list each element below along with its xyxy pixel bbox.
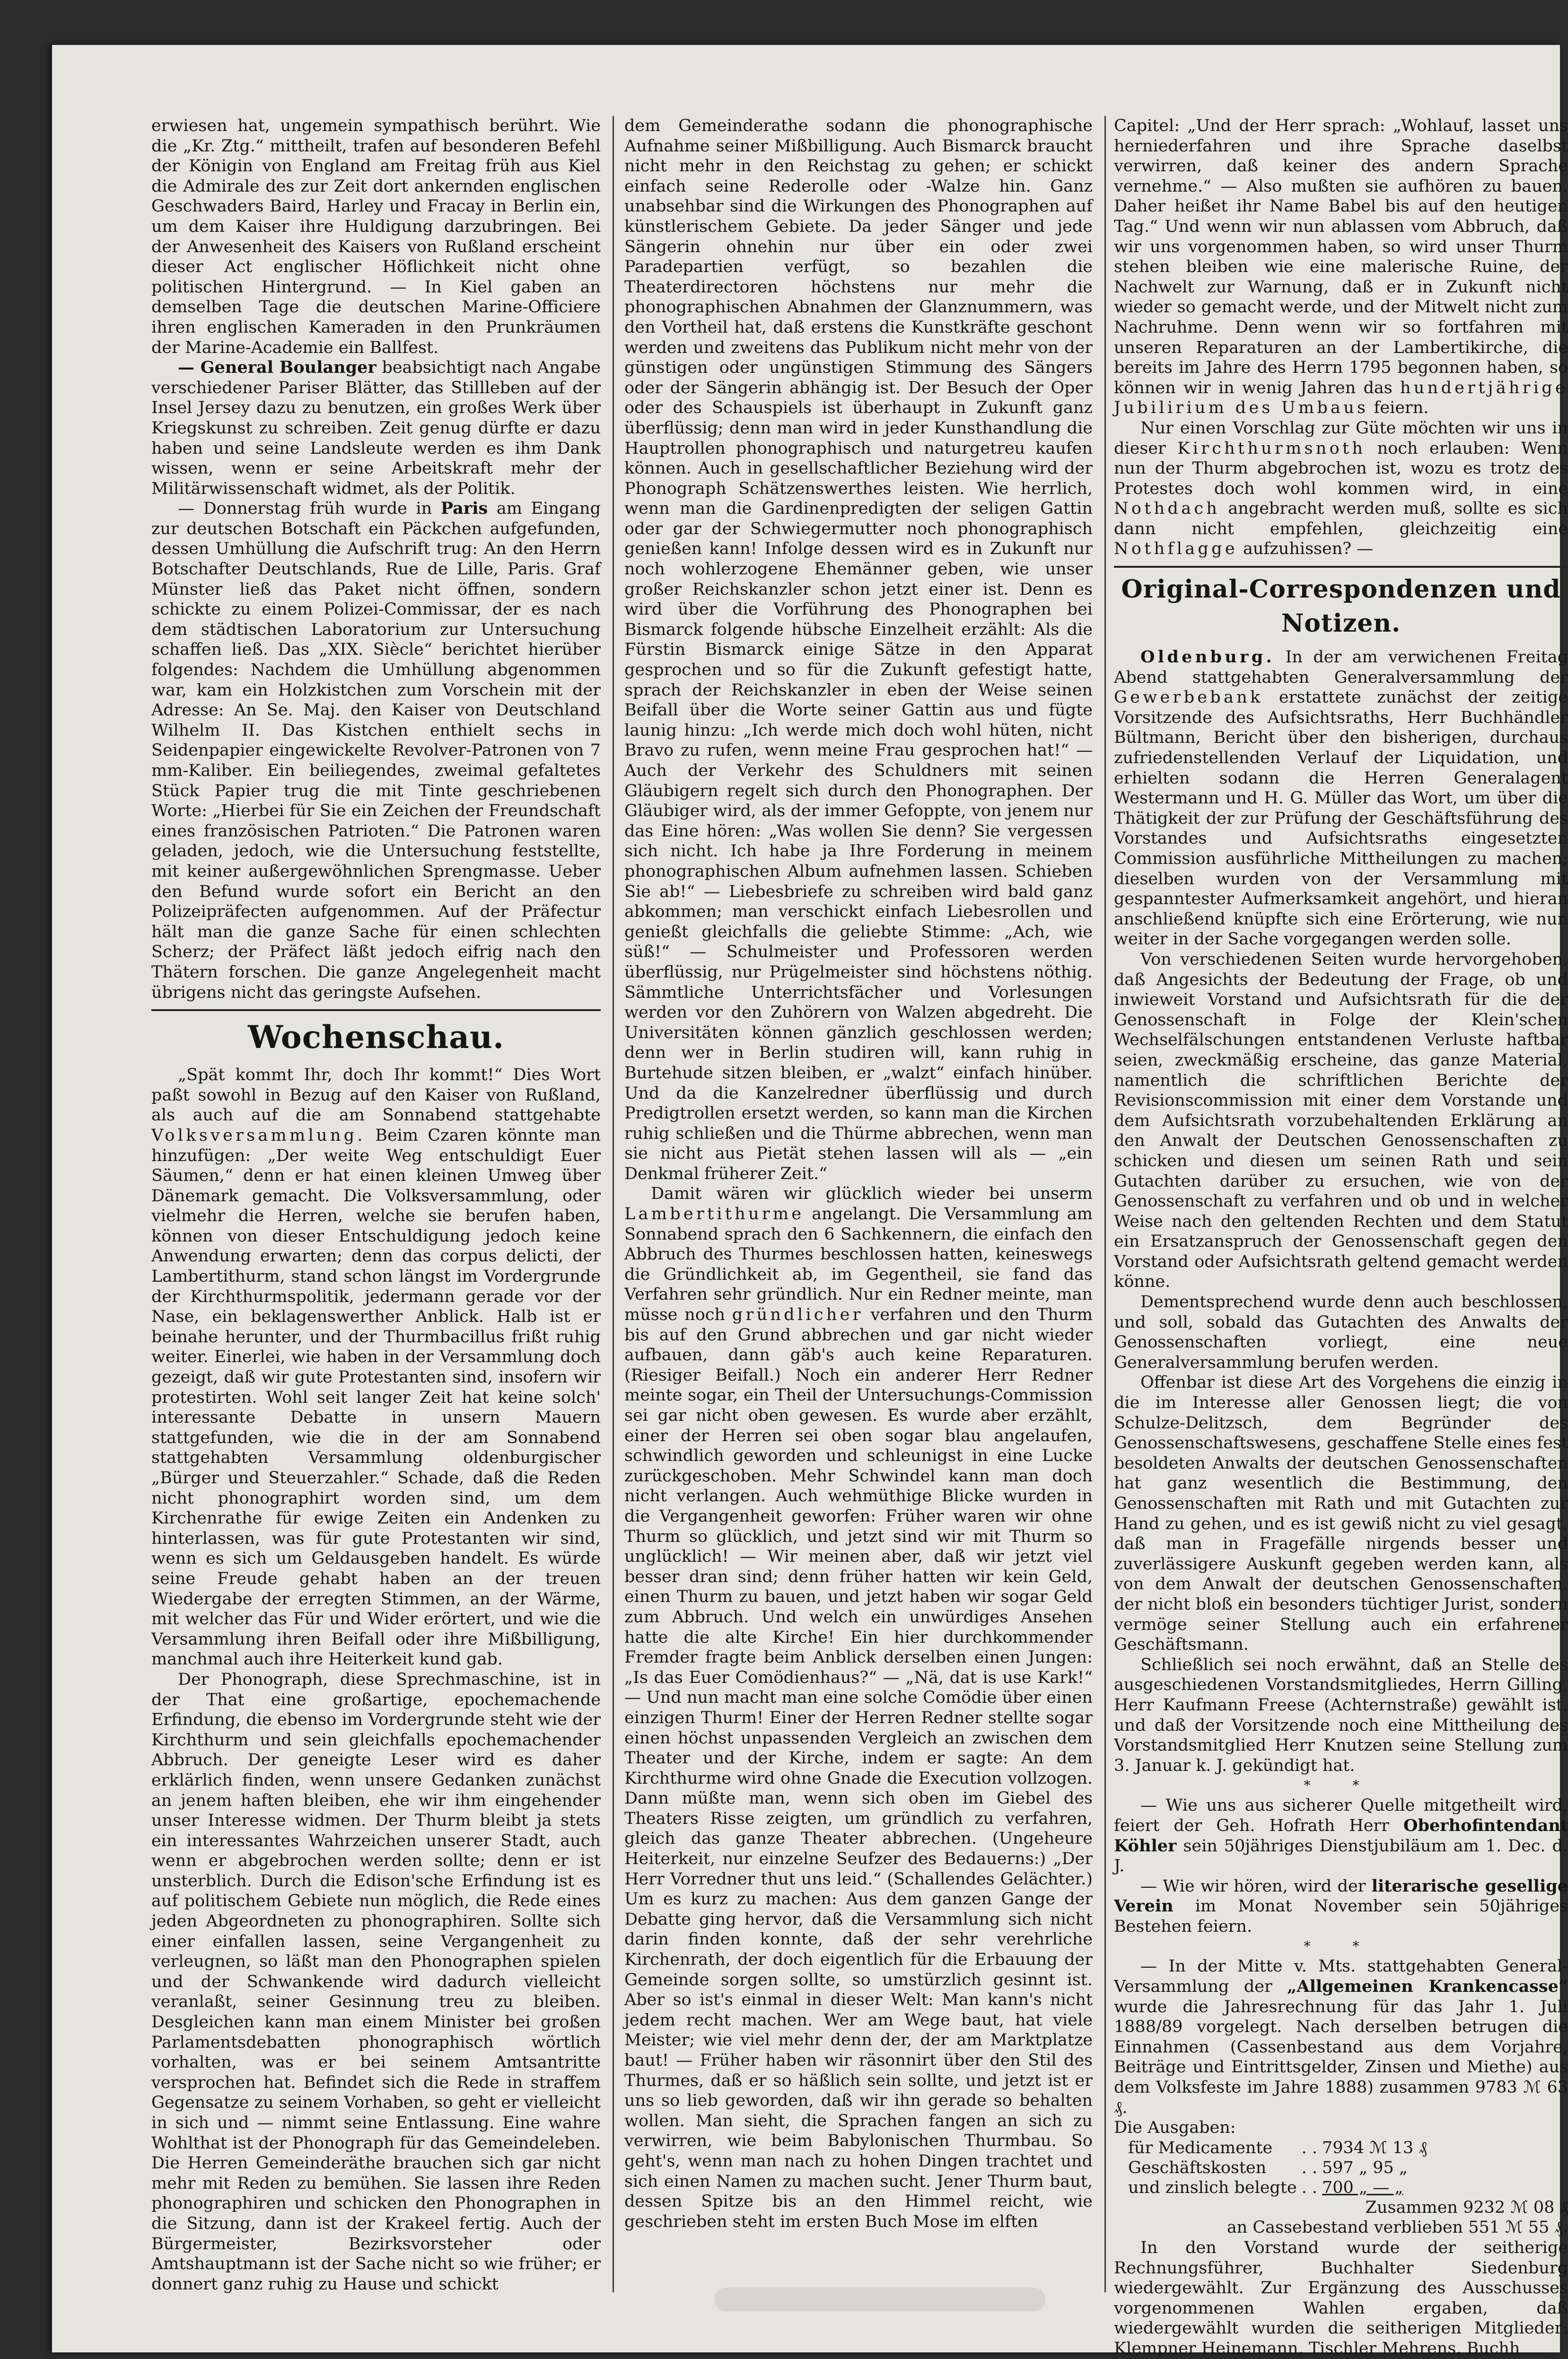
- paragraph-text: im Monat November sein 50jähriges Bestehen feiern.: [1114, 1897, 1568, 1936]
- table-cell: Geschäftskosten: [1128, 2158, 1267, 2177]
- paragraph: [1114, 418, 1568, 559]
- paragraph-text: Beim Czaren könnte man hinzufügen: „Der weite Weg entschuldigt Euer Säumen,“ denn er hat einen kleinen Umweg über Dänemark gemacht. Die Volksversammlung, oder vielmehr die Herren, welche sie berufen haben, können von dieser Entschuldigung jedoch keine Anwendung erwarten; denn das corpus delicti, der Lambertithurm, stand schon längst im Vordergrunde der Kirchthurmspolitik, jedermann gerade vor der Nase, ein beklagenswerther Anblick. Halb ist er beinahe herunter, und der Thurmbacillus frißt ruhig weiter. Einerlei, wie haben in der Versammlung doch gezeigt, daß wir gute Protestanten sind, insofern wir protestirten. Wohl seit langer Zeit hat keine solch' interessante Debatte in unsern Mauern stattgefunden, wie die in der am Sonnabend stattgehabten Versammlung oldenburgischer „Bürger und Steuerzahler.“ Schade, daß die Reden nicht phonographirt worden sind, um dem Kirchenrathe für ewige Zeiten ein Andenken zu hinterlassen, was für gute Protestanten wir sind, wenn es sich um Geldausgeben handelt. Es würde seine Freude gehabt haben an der treuen Wiedergabe der erregten Stimmen, an der Wärme, mit welcher das Für und Wider erörtert, und wie die Versammlung ihren Beifall oder ihre Mißbilligung, manchmal auch ihre Heiterkeit kund gab.: [151, 1126, 601, 1669]
- section-title: Original-Correspondenzen und Notizen.: [1121, 575, 1561, 638]
- paragraph-text: erstattete zunächst der zeitige Vorsitzende des Aufsichtsraths, Herr Buchhändler Bültmann, Bericht über den bisherigen, durchaus zufriedenstellenden Verlauf der Liquidation, und erhielten sodann die Herren Generalagent Westermann und H. G. Müller das Wort, um über die Thätigkeit der zur Prüfung der Geschäftsführung des Vorstandes und Aufsichtsraths eingesetzten Commission ausführliche Mittheilungen zu machen; dieselben wurden von der Versammlung mit gespanntester Aufmerksamkeit angehört, und hieran anschließend knüpfte sich eine Erörterung, wie nun weiter in der Sache vorgegangen werden solle.: [1114, 688, 1568, 949]
- emphasis: Nothdach: [1114, 499, 1220, 519]
- separator-stars: * *: [1304, 1938, 1378, 1954]
- paragraph-text: „Spät kommt Ihr, doch Ihr kommt!“ Dies Wort paßt sowohl in Bezug auf den Kaiser von Rußland, als auch auf die am Sonnabend stattgehabte: [151, 1065, 601, 1125]
- paragraph: Schließlich sei noch erwähnt, daß an Stelle des ausgeschiedenen Vorstandsmitgliedes, Herrn Gilling, Herr Kaufmann Freese (Achternstraße) gewählt ist, und daß der Vorsitzende noch eine Mittheilung des Vorstandsmitglied Herr Knutzen seine Stellung zum 3. Januar k. J. gekündigt hat.: [1114, 1655, 1568, 1775]
- total-line: Zusammen 9232 ℳ 08 ₰: [1365, 2198, 1568, 2217]
- table-cell: und zinslich belegte: [1128, 2178, 1297, 2197]
- table-cell: . .: [1301, 2138, 1318, 2157]
- paragraph: [151, 1065, 601, 1670]
- paragraph-text: Nur einen Vorschlag zur Güte möchten wir uns in dieser: [1114, 418, 1568, 458]
- table-cell: für Medicamente: [1128, 2138, 1273, 2157]
- table-cell: 597 „ 95 „: [1322, 2158, 1408, 2177]
- table-cell: 7934 ℳ 13 ₰: [1322, 2138, 1427, 2157]
- paragraph: Offenbar ist diese Art des Vorgehens die einzig in die im Interesse aller Genossen liegt; die von Schulze-Delitzsch, dem Begründer des Genossenschaftswesens, geschaffene Stelle eines fest besoldeten Anwalts der deutschen Genossenschaften hat ganz wesentlich die Bestimmung, den Genossenschaften mit Rath und mit Gutachten zur Hand zu gehen, und es ist gewiß nicht zu viel gesagt, daß man in Fragefälle nirgends besser und zuverlässigere Auskunft gegeben werden kann, als von dem Anwalt der deutschen Genossenschaften, der nicht bloß ein besonders tüchtiger Jurist, sondern vermöge seiner Stellung auch ein erfahrener Geschäftsmann.: [1114, 1373, 1568, 1655]
- emphasis: Kirchthurmsnoth: [1177, 439, 1366, 458]
- paragraph-text: angebracht werden muß, sollte es sich dann nicht empfehlen, gleichzeitig eine: [1114, 499, 1568, 538]
- section-title: Wochenschau.: [248, 1019, 504, 1056]
- paragraph: dem Gemeinderathe sodann die phonographische Aufnahme seiner Mißbilligung. Auch Bismarck braucht nicht mehr in den Reichstag zu gehen; er schickt einfach seine Rederolle oder -Walze hin. Ganz unabsehbar sind die Wirkungen des Phonographen auf künstlerischem Gebiete. Da jeder Sänger und jede Sängerin ohnehin nur über ein oder zwei Paradepartien verfügt, so bezahlen die Theaterdirectoren höchstens nur mehr die phonographischen Abnahmen der Glanznummern, was den Vortheil hat, daß erstens die Kunstkräfte geschont werden und zweitens das Publikum nicht mehr von der günstigen oder ungünstigen Stimmung des Sängers oder der Sängerin abhängig ist. Der Besuch der Oper oder des Schauspiels ist überhaupt in Zukunft ganz überflüssig; denn man wird in jeder Kunsthandlung die Hauptrollen phonographisch und naturgetreu kaufen können. Auch in gesellschaftlicher Beziehung wird der Phonograph Schätzenswerthes leisten. Wie herrlich, wenn man die Gardinenpredigten der seligen Gattin oder gar der Schwiegermutter noch phonographisch genießen kann! Infolge dessen wird es in Zukunft nur noch wohlerzogene Ehemänner geben, wie unser großer Reichskanzler schon jetzt einer ist. Denn es wird über die Vorführung des Phonographen bei Bismarck folgende hübsche Einzelheit erzählt: Als die Fürstin Bismarck einige Sätze in den Apparat gesprochen und so für die Zukunft gefestigt hatte, sprach der Reichskanzler in eben der Weise seinen Beifall über die Worte seiner Gattin aus und fügte launig hinzu: „Ich werde mich doch wohl hüten, nicht Bravo zu rufen, wenn meine Frau gesprochen hat!“ — Auch der Verkehr des Schuldners mit seinen Gläubigern regelt sich durch den Phonographen. Der Gläubiger wird, als der immer Gefoppte, von jenem nur das Eine hören: „Was wollen Sie denn? Sie vergessen sich nicht. Ich habe ja Ihre Forderung in meinem phonographischen Album aufnehmen lassen. Schieben Sie ab!“ — Liebesbriefe zu schreiben wird bald ganz abkommen; man verschickt einfach Liebesrollen und genießt gleichfalls die geliebte Stimme: „Ach, wie süß!“ — Schulmeister und Professoren werden überflüssig, nur Prügelmeister sind höchstens nöthig. Sämmtliche Unterrichtsfächer und Vorlesungen werden vor den Zuhörern von Walzen abgedreht. Die Universitäten können gänzlich geschlossen werden; denn wer in Berlin studiren will, kann ruhig in Burtehude sitzen bleiben, er „walzt“ einfach hinüber. Und da die Kanzelredner überflüssig und durch Predigtrollen ersetzt werden, so kann man die Kirchen ruhig schließen und die Thürme abbrechen, wenn man sie nicht aus Pietät stehen lassen will als — „ein Denkmal früherer Zeit.“: [624, 116, 1093, 1183]
- paragraph-text: — In der Mitte v. Mts. stattgehabten General-Versammlung der: [1114, 1957, 1568, 1997]
- paragraph: Der Phonograph, diese Sprechmaschine, ist in der That eine großartige, epochemachende Erfindung, die ebenso im Vordergrunde steht wie der Kirchthurm und sein gleichfalls epochemachender Abbruch. Der geneigte Leser wird es daher erklärlich finden, wenn unsere Gedanken zunächst an jenem haften bleiben, ehe wir ihm eingehender unser Interesse widmen. Der Thurm bleibt ja stets ein interessantes Wahrzeichen unserer Stadt, auch wenn er abgebrochen werden sollte; denn er ist unsterblich. Durch die Edison'sche Erfindung ist es auf politischem Gebiete nun möglich, die Rede eines jeden Abgeordneten zu phonographiren. Sollte sich einer einfallen lassen, seine Vergangenheit zu verleugnen, so läßt man den Phonographen spielen und der Schwankende wird dadurch vielleicht veranlaßt, seiner Gesinnung treu zu bleiben. Desgleichen kann man einem Minister bei großen Parlamentsdebatten phonographisch wörtlich vorhalten, was er bei seinem Amtsantritte versprochen hat. Befindet sich die Rede in straffem Gegensatze zu seinem Vorhaben, so geht er vielleicht in sich und — nimmt seine Entlassung. Eine wahre Wohlthat ist der Phonograph für das Gemeindeleben. Die Herren Gemeinderäthe brauchen sich gar nicht mehr mit Reden zu bemühen. Sie lassen ihre Reden phonographiren und schicken den Phonographen in die Sitzung, dann ist der Krakeel fertig. Auch der Bürgermeister, Bezirksvorsteher oder Amtshauptmann ist der Sache nicht so wie früher; er donnert ganz ruhig zu Hause und schickt: [151, 1670, 601, 2294]
- emphasis: Lambertithurme: [624, 1205, 805, 1224]
- emphasis: hundertjährige Jubilirium des Umbaus: [1114, 378, 1568, 418]
- column-rule: [1104, 116, 1106, 2292]
- column-3: [1114, 116, 1568, 2358]
- paragraph: [1114, 1876, 1568, 1937]
- paragraph: Von verschiedenen Seiten wurde hervorgehoben, daß Angesichts der Bedeutung der Frage, ob und inwieweit Vorstand und Aufsichtsrath für die der Genossenschaft in Folge der Klein'schen Wechselfälschungen entstandenen Verluste haftbar seien, zweckmäßig erscheine, das ganze Material, namentlich die schriftlichen Berichte der Revisionscommission mit einer dem Vorstande und dem Aufsichtsrath vorzubehaltenden Erklärung an den Anwalt der Deutschen Genossenschaften zu schicken und diesen um seinen Rath und sein Gutachten darüber zu ersuchen, wie von der Genossenschaft zu verfahren und ob und in welcher Weise nach den geltenden Rechten und dem Statut ein Ersatzanspruch der Genossenschaft gegen den Vorstand oder Aufsichtsrath geltend gemacht werden könne.: [1114, 950, 1568, 1292]
- paragraph-text: — Wie uns aus sicherer Quelle mitgetheilt wird, feiert der Geh. Hofrath Herr: [1114, 1796, 1568, 1835]
- paragraph-text: aufzuhissen? —: [1243, 539, 1374, 559]
- headline-boulanger: — General Boulanger: [178, 358, 377, 378]
- table-cell: 700 „ — „: [1322, 2178, 1403, 2197]
- paragraph-text: — Donnerstag früh wurde in: [178, 499, 432, 519]
- paragraph: [1114, 647, 1568, 950]
- section-divider: [1114, 566, 1568, 568]
- emphasis: literarische gesellige Verein: [1114, 1876, 1568, 1916]
- paragraph: [1114, 1956, 1568, 2118]
- emphasis: Nothflagge: [1114, 539, 1238, 559]
- headline-paris: Paris: [440, 499, 488, 519]
- table-row: [1128, 2158, 1432, 2178]
- paragraph-text: wurde die Jahresrechnung für das Jahr 1. Juli 1888/89 vorgelegt. Nach derselben betrugen die Einnahmen (Cassenbestand aus dem Vorjahre, Beiträge und Eintrittsgelder, Zinsen und Miethe) aus dem Volksfeste im Jahre 1888) zusammen 9783 ℳ 63 ₰.: [1114, 1997, 1568, 2117]
- table-row: [1128, 2178, 1432, 2198]
- column-2: [624, 116, 1093, 2340]
- balance-line: an Cassebestand verblieben 551 ℳ 55 ₰.: [1226, 2218, 1568, 2237]
- column-1: [151, 116, 601, 2340]
- accounts-table: [1128, 2138, 1432, 2198]
- paragraph-text: am Eingang zur deutschen Botschaft ein Päckchen aufgefunden, dessen Umhüllung die Aufschrift trug: An den Herrn Botschafter Deutschlands, Rue de Lille, Paris. Graf Münster ließ das Paket nicht öffnen, sondern schickte zu einem Polizei-Commissar, der es nach dem städtischen Laboratorium zur Untersuchung schaffen ließ. Das „XIX. Siècle“ berichtet hierüber folgendes: Nachdem die Umhüllung abgenommen war, kam ein Holzkistchen zum Vorschein mit der Adresse: An Se. Maj. den Kaiser von Deutschland Wilhelm II. Das Kistchen enthielt sechs in Seidenpapier eingewickelte Revolver-Patronen von 7 mm-Kaliber. Ein beiliegendes, zweimal gefaltetes Stück Papier trug die mit Tinte geschriebenen Worte: „Hierbei für Sie ein Zeichen der Freundschaft eines französischen Patrioten.“ Die Patronen waren geladen, jedoch, wie die Untersuchung feststellte, mit keiner außergewöhnlichen Sprengmasse. Ueber den Befund wurde sofort ein Bericht an den Polizeipräfecten aufgenommen. Auf der Präfectur hält man die ganze Sache für einen schlechten Scherz; der Präfect läßt jedoch eifrig nach den Thätern forschen. Die ganze Angelegenheit macht übrigens nicht das geringste Aufsehen.: [151, 499, 601, 1002]
- print-smudge: [714, 2288, 1045, 2311]
- dateline: Oldenburg.: [1140, 647, 1275, 667]
- paragraph: Dementsprechend wurde denn auch beschlossen, und soll, sobald das Gutachten des Anwalts der Genossenschaften vorliegt, eine neue Generalversammlung berufen werden.: [1114, 1293, 1568, 1372]
- emphasis: „Allgemeinen Krankencasse“: [1287, 1977, 1568, 1997]
- table-row: [1128, 2138, 1432, 2158]
- table-cell: . .: [1301, 2178, 1318, 2197]
- paragraph-text: Capitel: „Und der Herr sprach: „Wohlauf, lasset uns herniederfahren und ihre Sprache daselbst verwirren, daß keiner des andern Sprache vernehme.“ — Also mußten sie aufhören zu bauen. Daher heißet ihr Name Babel bis auf den heutigen Tag.“ Und wenn wir nun ablassen vom Abbruch, daß wir uns vorgenommen haben, so wird unser Thurm stehen bleiben wie eine malerische Ruine, der Nachwelt zur Warnung, daß er in Zukunft nicht wieder so gemacht werde, und der Mitwelt nicht zum Nachruhme. Denn wenn wir so fortfahren mit unseren Reparaturen an der Lambertikirche, die bereits im Jahre des Herrn 1795 begonnen haben, so können wir in wenig Jahren das: [1114, 116, 1568, 397]
- paragraph-text: beabsichtigt nach Angabe verschiedener Pariser Blätter, das Stillleben auf der Insel Jersey dazu zu benutzen, ein großes Werk über Kriegskunst zu schreiben. Zeit genug dürfte er dazu haben und seine Landsleute werden es ihm Dank wissen, wenn er seine Arbeitskraft mehr der Militärwissenschaft widmet, als der Politik.: [151, 358, 601, 498]
- paragraph-text: sein 50jähriges Dienstjubiläum am 1. Dec. d. J.: [1114, 1836, 1568, 1876]
- newspaper-page: [52, 45, 1568, 2358]
- emphasis: Oberhofintendant Köhler: [1114, 1815, 1568, 1856]
- paragraph: erwiesen hat, ungemein sympathisch berührt. Wie die „Kr. Ztg.“ mittheilt, trafen auf besonderen Befehl der Königin von England am Freitag früh aus Kiel die Admirale des zur Zeit dort ankernden englischen Geschwaders Baird, Harley und Fracay in Berlin ein, um dem Kaiser ihre Huldigung darzubringen. Bei der Anwesenheit des Kaisers von Rußland erscheint dieser Act englischer Höflichkeit nicht ohne politischen Hintergrund. — In Kiel gaben an demselben Tage die deutschen Marine-Officiere ihren englischen Kameraden in den Prunkräumen der Marine-Academie ein Ballfest.: [151, 116, 601, 357]
- paragraph-boulanger: [151, 358, 601, 499]
- paragraph: In den Vorstand wurde der seitherige Rechnungsführer, Buchhalter Siedenburg wiedergewählt. Zur Ergänzung des Ausschusses vorgenommenen Wahlen ergaben, daß wiedergewählt wurden die seitherigen Mitglieder: Klempner Heinemann, Tischler Mehrens, Buchh: [1114, 2238, 1568, 2358]
- emphasis: gründlicher: [732, 1305, 864, 1325]
- separator-stars: * *: [1304, 1778, 1378, 1794]
- paragraph: [1114, 116, 1568, 418]
- paragraph-text: noch erlauben: Wenn nun der Thurm abgebrochen ist, wozu es trotz des Protestes doch wohl kommen wird, in eine: [1114, 439, 1568, 498]
- paragraph-text: feiern.: [1374, 398, 1429, 418]
- emphasis: Volksversammlung.: [151, 1126, 366, 1145]
- emphasis: Gewerbebank: [1114, 688, 1263, 707]
- paragraph-text: In der am verwichenen Freitag Abend stattgehabten Generalversammlung der: [1114, 648, 1568, 687]
- section-divider: [151, 1009, 601, 1011]
- paragraph-text: angelangt. Die Versammlung am Sonnabend sprach den 6 Sachkennern, die einfach den Abbruch des Thurmes beschlossen hatten, keineswegs die Gründlichkeit ab, im Gegentheil, sie fand das Verfahren sehr gründlich. Nur ein Redner meinte, man müsse noch: [624, 1205, 1093, 1325]
- paragraph-paris: [151, 499, 601, 1003]
- paragraph-text: verfahren und den Thurm bis auf den Grund abbrechen und gar nicht wieder aufbauen, dann gäb's auch keine Reparaturen. (Riesiger Beifall.) Noch ein anderer Herr Redner meinte sogar, ein Theil der Untersuchungs-Commission sei gar nicht oben gewesen. Es wurde aber erzählt, einer der Herren sei oben sogar blau angelaufen, schwindlich geworden und schleunigst in eine Lucke zurückgeschoben. Mehr Schwindel kann man doch nicht verlangen. Auch wehmüthige Blicke wurden in die Vergangenheit geworfen: Früher waren wir ohne Thurm so glücklich, und jetzt sind wir mit Thurm so unglücklich! — Wir meinen aber, daß wir jetzt viel besser dran sind; denn früher hatten wir kein Geld, einen Thurm zu bauen, und jetzt haben wir sogar Geld zum Abbruch. Und welch ein unwürdiges Ansehen hatte die alte Kirche! Ein hier durchkommender Fremder fragte beim Anblick derselben einen Jungen: „Is das Euer Comödienhaus?“ — „Nä, dat is use Kark!“ — Und nun macht man eine solche Comödie über einen einzigen Thurm! Einer der Herren Redner stellte sogar einen höchst unpassenden Vergleich an zwischen dem Theater und der Kirche, indem er sagte: An dem Kirchthurme wird ohne Gnade die Execution vollzogen. Dann müßte man, wenn sich oben im Giebel des Theaters Risse zeigten, um gründlich zu verfahren, gleich das ganze Theater abbrechen. (Ungeheure Heiterkeit, nur einzelne Seufzer des Bedauerns:) „Der Herr Vorredner thut uns leid.“ (Schallendes Gelächter.) Um es kurz zu machen: Aus dem ganzen Gange der Debatte ging hervor, daß die Versammlung sich nicht darin finden konnte, daß der sehr verehrliche Kirchenrath, der doch eigentlich für die Erbauung der Gemeinde sorgen sollte, so umstürzlich gesinnt ist. Aber so ist's einmal in dieser Welt: Man kann's nicht jedem recht machen. Wer am Wege baut, hat viele Meister; wie viel mehr denn der, der am Marktplatze baut! — Früher haben wir räsonnirt über den Stil des Thurmes, daß er so häßlich sein sollte, und jetzt ist er uns so lieb geworden, daß wir ihn gerade so behalten wollen. Man sieht, die Sprachen fangen an sich zu verwirren, wie beim Babylonischen Thurmbau. So geht's, wenn man nach zu hohen Dingen trachtet und sich einen Namen zu machen sucht. Jener Thurm baut, dessen Spitze bis an den Himmel reicht, wie geschrieben steht im ersten Buch Mose im elften: [624, 1305, 1093, 2231]
- paragraph-text: Damit wären wir glücklich wieder bei unserm: [651, 1184, 1093, 1204]
- paragraph: [1114, 1796, 1568, 1876]
- paragraph-text: — Wie wir hören, wird der: [1140, 1876, 1366, 1896]
- paragraph: [624, 1184, 1093, 2232]
- table-cell: . .: [1301, 2158, 1318, 2177]
- paragraph: Die Ausgaben:: [1114, 2118, 1236, 2138]
- column-rule: [613, 116, 614, 2292]
